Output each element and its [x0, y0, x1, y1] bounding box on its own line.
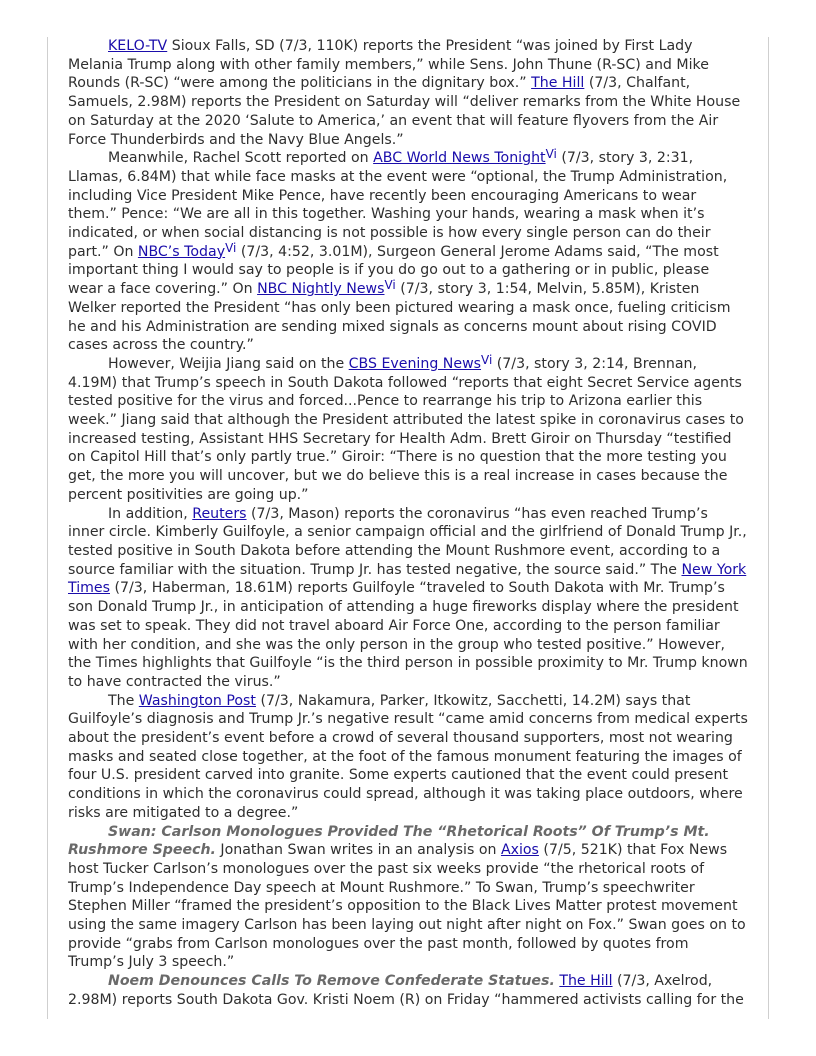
section-heading-swan: Swan: Carlson Monologues Provided The “Rhetorical Roots” Of Trump’s Mt. Rushmore Speech. [68, 823, 710, 859]
text: (7/3, 4:52, 3.01M), Surgeon General Jerome Adams said, “The most important thing I would say to people is if you do go out to a gathering or in public, please wear a face covering.” On [68, 243, 719, 298]
text: The [108, 692, 139, 709]
paragraph-noem [68, 972, 748, 1009]
text: (7/3, story 3, 2:31, Llamas, 6.84M) that while face masks at the event were “optional, the Trump Administration, including Vice President Mike Pence, have recently been encouraging Americans to wear them.” Pence: “We are all in this together. Washing your hands, wearing a mask when it’s indicated, or when social distancing is not possible is how every single person can do their part.” On [68, 150, 728, 260]
text: (7/5, 521K) that Fox News host Tucker Carlson’s monologues over the past six weeks provide “the rhetorical roots of Trump’s Independence Day speech at Mount Rushmore.” To Swan, Trump’s speechwriter Stephen Miller “framed the president’s opposition to the Black Lives Matter protest movement using the same imagery Carlson has been laying out night after night on Fox.” Swan goes on to provide “grabs from Carlson monologues over the past month, followed by quotes from Trump’s July 3 speech.” [68, 842, 746, 971]
text: In addition, [108, 505, 193, 522]
paragraph-masks [68, 149, 748, 355]
video-indicator: Vi [225, 240, 237, 255]
paragraph-kelo [68, 37, 748, 149]
text: Meanwhile, Rachel Scott reported on [108, 150, 374, 167]
link-new-york-times[interactable]: New York Times [68, 561, 747, 597]
link-reuters[interactable]: Reuters [192, 505, 247, 522]
text: (7/3, story 3, 1:54, Melvin, 5.85M), Kristen Welker reported the President “has only been pictured wearing a mask once, fueling criticism he and his Administration are sending mixed signals as concerns mount about rising COVID cases across the country.” [68, 281, 731, 354]
link-nbc-nightly-news[interactable]: NBC Nightly News [257, 281, 385, 298]
text: (7/3, Mason) reports the coronavirus “has even reached Trump’s inner circle. Kimberly Guilfoyle, a senior campaign official and the girlfriend of Donald Trump Jr., tested positive in South Dakota before attending the Mount Rushmore event, according to a source familiar with the situation. Trump Jr. has tested negative, the source said.” The [68, 505, 747, 578]
link-abc-world-news-tonight[interactable]: ABC World News Tonight [373, 150, 546, 167]
link-the-hill[interactable]: The Hill [531, 75, 585, 92]
paragraph-washington-post [68, 692, 748, 823]
text: (7/3, Haberman, 18.61M) reports Guilfoyle “traveled to South Dakota with Mr. Trump’s son Donald Trump Jr., in anticipation of attending a huge fireworks display where the president was set to speak. They did not travel aboard Air Force One, according to the person familiar with her condition, and she was the only person in the group who tested positive.” However, the Times highlights that Guilfoyle “is the third person in possible proximity to Mr. Trump known to have contracted the virus.” [68, 580, 748, 690]
paragraph-cbs [68, 352, 748, 505]
text: However, Weijia Jiang said on the [108, 355, 349, 372]
link-the-hill-2[interactable]: The Hill [559, 973, 613, 990]
video-indicator: Vi [545, 147, 557, 162]
section-heading-noem: Noem Denounces Calls To Remove Confederate Statues. [108, 973, 555, 990]
text: Jonathan Swan writes in an analysis on [215, 842, 501, 859]
left-margin-rule [47, 37, 48, 1019]
link-nbcs-today[interactable]: NBC’s Today [137, 243, 226, 260]
link-cbs-evening-news[interactable]: CBS Evening News [348, 355, 482, 372]
paragraph-swan [68, 823, 748, 973]
link-washington-post[interactable]: Washington Post [138, 692, 256, 709]
paragraph-guilfoyle [68, 505, 748, 692]
article-body [68, 37, 748, 1010]
text: (7/3, Nakamura, Parker, Itkowitz, Sacchetti, 14.2M) says that Guilfoyle’s diagnosis and Trump Jr.’s negative result “came amid concerns from medical experts about the president’s event before a crowd of several thousand supporters, most not wearing masks and seated close together, at the foot of the famous monument featuring the images of four U.S. president carved into granite. Some experts cautioned that the event could present conditions in which the coronavirus could spread, although it was taking place outdoors, where risks are mitigated to a degree.” [68, 692, 748, 821]
text: Sioux Falls, SD (7/3, 110K) reports the President “was joined by First Lady Melania Trump along with other family members,” while Sens. John Thune (R-SC) and Mike Rounds (R-SC) “were among the politicians in the dignitary box.” [68, 38, 709, 92]
link-kelo-tv[interactable]: KELO-TV [108, 38, 168, 54]
text: (7/3, story 3, 2:14, Brennan, 4.19M) that Trump’s speech in South Dakota followed “reports that eight Secret Service agents tested positive for the virus and forced...Pence to rearrange his trip to Arizona earlier this week.” Jiang said that although the President attributed the latest spike in coronavirus cases to increased testing, Assistant HHS Secretary for Health Adm. Brett Giroir on Thursday “testified on Capitol Hill that’s only partly true.” Giroir: “There is no question that the more testing you get, the more you will uncover, but we do believe this is a real increase in cases because the percent positivities are going up.” [68, 355, 744, 503]
text: (7/3, Axelrod, 2.98M) reports South Dakota Gov. Kristi Noem (R) on Friday “hammered activists calling for the [68, 973, 744, 1008]
video-indicator: Vi [384, 278, 396, 293]
text: (7/3, Chalfant, Samuels, 2.98M) reports the President on Saturday will “deliver remarks from the White House on Saturday at the 2020 ‘Salute to America,’ an event that will feature flyovers from the Air Force Thunderbirds and the Navy Blue Angels.” [68, 75, 741, 148]
video-indicator: Vi [481, 352, 493, 367]
right-margin-rule [768, 37, 769, 1019]
link-axios[interactable]: Axios [500, 842, 539, 859]
